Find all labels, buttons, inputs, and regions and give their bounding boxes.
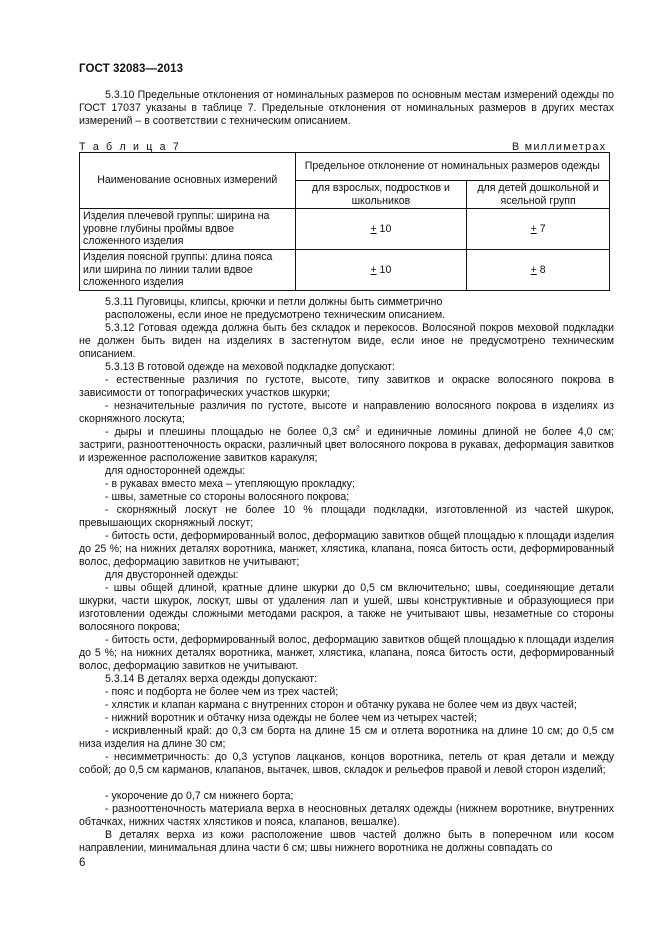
table-cell-value: + 8	[467, 249, 610, 290]
paragraph-5-3-10: 5.3.10 Предельные отклонения от номинальных размеров по основным местам измерений одежды по ГОСТ 17037 указаны в таблице 7. Предельные отклонения от номинальных размеров в других местах измерений – в соответствии с техническим описанием.	[79, 89, 614, 128]
paragraph-5-3-14: 5.3.14 В деталях верха одежды допускают:	[105, 673, 318, 685]
table-cell-name: Изделия плечевой группы: ширина на уровне глубины проймы вдвое сложенного изделия	[80, 209, 296, 250]
list-item: - незначительные различия по густоте, высоте и направлению волосяного покрова в изделиях из скорняжного лоскута;	[79, 400, 614, 426]
table-cell-value: + 7	[467, 209, 610, 250]
paragraph-5-3-13: 5.3.13 В готовой одежде на меховой подкладке допускают:	[105, 361, 395, 373]
table-caption: Т а б л и ц а 7	[79, 141, 181, 153]
page-number: 6	[79, 857, 86, 869]
list-item: - укорочение до 0,7 см нижнего борта;	[105, 790, 294, 802]
table-7	[79, 152, 610, 291]
table-cell-name: Изделия поясной группы: длина пояса или ширина по линии талии вдвое сложенного изделия	[80, 249, 296, 290]
table-units: В миллиметрах	[512, 141, 607, 153]
list-item: - естественные различия по густоте, высоте, типу завитков и окраске волосяного покрова в зависимости от топографических участков шкурки;	[79, 374, 614, 400]
list-item: - хлястик и клапан кармана с внутренних сторон и обтачку рукава не более чем из двух частей;	[105, 699, 577, 711]
list-item: - дыры и плешины площадью не более 0,3 $см^2$ и единичные ломины длиной не более 4,0 см; застриги, разнооттеночность окраски, различный цвет волосяного покрова в рукавах, деформация завитков и изреженное расположение завитков каракуля;	[79, 425, 614, 465]
table-cell-value: + 10	[295, 249, 467, 290]
list-item: - швы общей длиной, кратные длине шкурки до 0,5 см включительно; швы, соединяющие детали шкурки, части шкурок, лоскут, швы от удаления лап и ушей, швы конструктивные и образующиеся при изготовлении одежды сложными методами раскроя, а также не учитывают швы, незаметные со стороны волосяного покрова;	[79, 582, 614, 634]
list-item: - нижний воротник и обтачку низа одежды не более чем из четырех частей;	[105, 712, 477, 724]
table-row	[80, 249, 610, 290]
paragraph-5-3-11-line1: 5.3.11 Пуговицы, клипсы, крючки и петли должны быть симметрично	[105, 296, 443, 308]
list-item: - несимметричность: до 0,3 уступов лацканов, концов воротника, петель от края детали и между собой; до 0,5 см карманов, клапанов, вытачек, швов, складок и рельефов правой и левой сторон изделий;	[79, 751, 614, 777]
list-item: - в рукавах вместо меха – утепляющую прокладку;	[105, 478, 355, 490]
paragraph-leather-parts: В деталях верха из кожи расположение швов частей должно быть в поперечном или косом направлении, минимальная длина части 6 см; швы нижнего воротника не должны совпадать со	[79, 829, 614, 855]
list-item: - разнооттеночность материала верха в неосновных деталях одежды (нижнем воротнике, внутренних обтачках, нижних частях хлястиков и пояса, клапанов, вешалке).	[79, 803, 614, 829]
superscript: 2	[355, 425, 360, 433]
table-row	[80, 209, 610, 250]
paragraph-5-3-12: 5.3.12 Готовая одежда должна быть без складок и перекосов. Волосяной покров меховой подкладки не должен быть виден на изделиях в застегнутом виде, если иное не предусмотрено техническим описанием.	[79, 322, 614, 361]
list-item: - битость ости, деформированный волос, деформацию завитков общей площадью к площади изделия до 25 %; на нижних деталях воротника, манжет, хлястика, клапана, пояса битость ости, деформированный волос, деформацию завитков не учитывают;	[79, 530, 614, 569]
list-item: - швы, заметные со стороны волосяного покрова;	[105, 491, 350, 503]
table-head-col2: для детей дошкольной и ясельной групп	[467, 181, 610, 209]
standard-header: ГОСТ 32083—2013	[79, 63, 184, 75]
table-cell-value: + 10	[295, 209, 467, 250]
table-head-name: Наименование основных измерений	[80, 153, 296, 209]
table-head-col1: для взрослых, подростков и школьников	[295, 181, 467, 209]
table-head-group: Предельное отклонение от номинальных размеров одежды	[295, 153, 609, 181]
subheading-one-sided: для односторонней одежды:	[105, 465, 246, 477]
list-item: - искривленный край: до 0,3 см борта на длине 15 см и отлета воротника на длине 10 см; до 0,5 см низа изделия на длине 30 см;	[79, 725, 614, 751]
list-item: - скорняжный лоскут не более 10 % площади подкладки, изготовленной из частей шкурок, превышающих скорняжный лоскут;	[79, 504, 614, 530]
list-item: - битость ости, деформированный волос, деформацию завитков общей площадью к площади изделия до 5 %; на нижних деталях воротника, манжет, хлястика, клапана, пояса битость ости, деформированный волос, деформацию завитков не учитывают.	[79, 634, 614, 673]
list-item: - пояс и подборта не более чем из трех частей;	[105, 686, 339, 698]
subheading-two-sided: для двусторонней одежды:	[105, 569, 239, 581]
paragraph-5-3-11-line2: расположены, если иное не предусмотрено техническим описанием.	[105, 309, 446, 321]
